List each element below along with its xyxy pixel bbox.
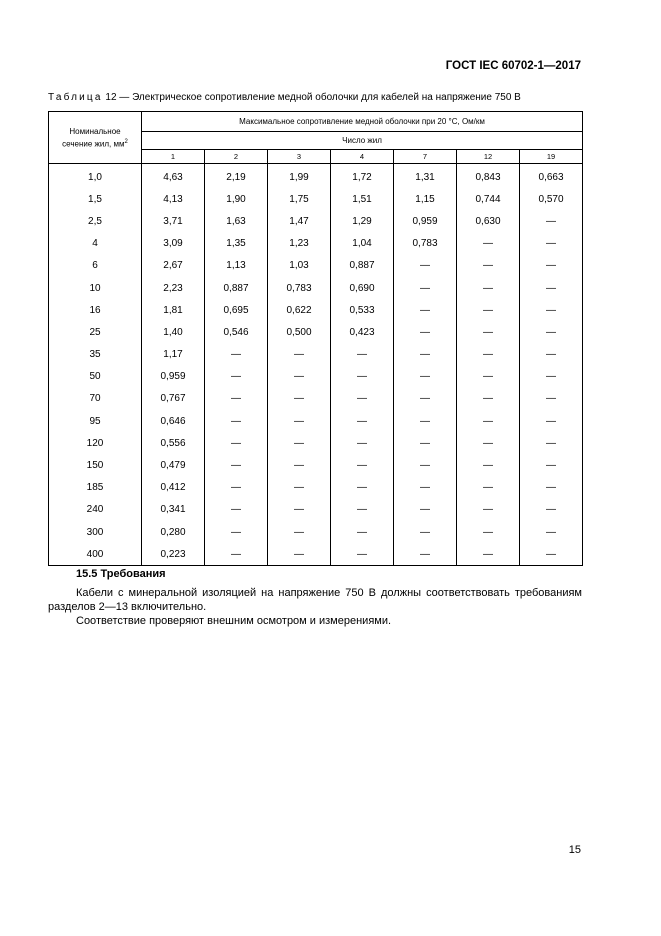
resistance-cell: 1,03 <box>268 255 331 277</box>
resistance-cell: 0,695 <box>205 299 268 321</box>
table-row <box>49 499 583 521</box>
resistance-cell: 0,423 <box>331 321 394 343</box>
cross-section-cell: 150 <box>49 454 142 476</box>
resistance-cell: — <box>331 454 394 476</box>
resistance-cell: — <box>394 321 457 343</box>
resistance-cell: — <box>331 499 394 521</box>
resistance-cell: — <box>457 299 520 321</box>
resistance-cell: — <box>205 410 268 432</box>
table-row <box>49 366 583 388</box>
table-row <box>49 454 583 476</box>
cross-section-cell: 50 <box>49 366 142 388</box>
resistance-cell: — <box>394 388 457 410</box>
table-row <box>49 299 583 321</box>
resistance-cell: — <box>268 432 331 454</box>
resistance-cell: — <box>457 432 520 454</box>
resistance-cell: — <box>520 388 583 410</box>
resistance-cell: 0,744 <box>457 188 520 210</box>
resistance-cell: — <box>394 255 457 277</box>
resistance-cell: 1,15 <box>394 188 457 210</box>
resistance-cell: — <box>394 344 457 366</box>
resistance-cell: — <box>268 366 331 388</box>
table-caption-word: Таблица <box>48 92 103 103</box>
cross-section-cell: 2,5 <box>49 210 142 232</box>
resistance-cell: 1,75 <box>268 188 331 210</box>
resistance-cell: — <box>520 521 583 543</box>
resistance-cell: — <box>520 410 583 432</box>
resistance-cell: — <box>205 454 268 476</box>
resistance-cell: — <box>331 477 394 499</box>
resistance-cell: — <box>457 521 520 543</box>
section-title: 15.5 Требования <box>76 568 166 580</box>
resistance-cell: — <box>520 321 583 343</box>
resistance-cell: 1,31 <box>394 166 457 188</box>
resistance-cell: — <box>457 543 520 566</box>
cross-section-cell: 300 <box>49 521 142 543</box>
resistance-cell: 0,341 <box>142 499 205 521</box>
resistance-cell: — <box>394 477 457 499</box>
resistance-cell: — <box>394 454 457 476</box>
cross-section-cell: 1,5 <box>49 188 142 210</box>
resistance-cell: — <box>268 388 331 410</box>
resistance-cell: — <box>331 432 394 454</box>
resistance-cell: — <box>394 277 457 299</box>
resistance-cell: 0,663 <box>520 166 583 188</box>
resistance-cell: 0,690 <box>331 277 394 299</box>
resistance-cell: 0,887 <box>205 277 268 299</box>
resistance-cell: — <box>520 277 583 299</box>
resistance-cell: — <box>268 521 331 543</box>
cross-section-header-line2: сечение жил, мм <box>62 139 125 149</box>
table-row <box>49 166 583 188</box>
resistance-cell: — <box>331 388 394 410</box>
resistance-cell: — <box>205 521 268 543</box>
cross-section-cell: 25 <box>49 321 142 343</box>
resistance-cell: 1,81 <box>142 299 205 321</box>
resistance-cell: 0,533 <box>331 299 394 321</box>
resistance-cell: 2,67 <box>142 255 205 277</box>
resistance-cell: 1,72 <box>331 166 394 188</box>
resistance-cell: — <box>457 344 520 366</box>
resistance-cell: 1,99 <box>268 166 331 188</box>
cross-section-cell: 4 <box>49 233 142 255</box>
resistance-cell: — <box>331 521 394 543</box>
document-code: ГОСТ IEC 60702-1—2017 <box>445 60 581 72</box>
resistance-cell: — <box>457 321 520 343</box>
resistance-cell: 1,04 <box>331 233 394 255</box>
resistance-cell: 1,13 <box>205 255 268 277</box>
resistance-cell: — <box>205 477 268 499</box>
resistance-cell: 2,19 <box>205 166 268 188</box>
resistance-cell: 0,843 <box>457 166 520 188</box>
resistance-cell: — <box>520 543 583 566</box>
resistance-table <box>48 111 583 566</box>
cores-header-cell: 3 <box>268 150 331 164</box>
resistance-cell: — <box>520 499 583 521</box>
resistance-cell: — <box>394 499 457 521</box>
cross-section-cell: 35 <box>49 344 142 366</box>
cores-header-cell: 12 <box>457 150 520 164</box>
cores-subheader: Число жил <box>142 132 583 150</box>
resistance-cell: — <box>205 388 268 410</box>
resistance-cell: — <box>268 344 331 366</box>
resistance-cell: 4,13 <box>142 188 205 210</box>
group-header: Максимальное сопротивление медной оболочки при 20 °С, Ом/км <box>142 112 583 132</box>
resistance-cell: — <box>205 499 268 521</box>
resistance-cell: 1,35 <box>205 233 268 255</box>
resistance-cell: — <box>457 477 520 499</box>
cores-header-cell: 1 <box>142 150 205 164</box>
cross-section-header-line1: Номинальное <box>69 126 121 136</box>
resistance-cell: — <box>457 410 520 432</box>
resistance-cell: — <box>457 277 520 299</box>
resistance-cell: — <box>394 366 457 388</box>
table-row <box>49 188 583 210</box>
resistance-cell: — <box>520 344 583 366</box>
resistance-cell: 4,63 <box>142 166 205 188</box>
table-row <box>49 477 583 499</box>
cross-section-header-sup: 2 <box>124 138 128 145</box>
cross-section-cell: 120 <box>49 432 142 454</box>
requirements-paragraph: Кабели с минеральной изоляцией на напряжение 750 В должны соответствовать требованиям разделов 2—13 включительно. <box>48 587 582 613</box>
resistance-cell: — <box>205 432 268 454</box>
resistance-cell: 0,783 <box>268 277 331 299</box>
cores-header-cell: 2 <box>205 150 268 164</box>
resistance-cell: — <box>331 366 394 388</box>
table-row <box>49 432 583 454</box>
cross-section-cell: 185 <box>49 477 142 499</box>
resistance-cell: — <box>331 410 394 432</box>
resistance-cell: 1,23 <box>268 233 331 255</box>
resistance-cell: 3,71 <box>142 210 205 232</box>
resistance-cell: — <box>268 477 331 499</box>
resistance-cell: 0,646 <box>142 410 205 432</box>
resistance-cell: 1,47 <box>268 210 331 232</box>
resistance-cell: — <box>457 454 520 476</box>
resistance-cell: 0,556 <box>142 432 205 454</box>
resistance-cell: — <box>394 432 457 454</box>
resistance-cell: 0,223 <box>142 543 205 566</box>
resistance-cell: — <box>457 233 520 255</box>
table-caption <box>48 92 521 103</box>
resistance-cell: — <box>520 255 583 277</box>
resistance-cell: 1,40 <box>142 321 205 343</box>
resistance-cell: — <box>205 366 268 388</box>
resistance-cell: — <box>268 543 331 566</box>
resistance-cell: 1,90 <box>205 188 268 210</box>
resistance-cell: — <box>457 388 520 410</box>
resistance-cell: 0,630 <box>457 210 520 232</box>
resistance-cell: 2,23 <box>142 277 205 299</box>
resistance-cell: 1,29 <box>331 210 394 232</box>
resistance-cell: — <box>457 499 520 521</box>
resistance-cell: — <box>394 299 457 321</box>
resistance-cell: — <box>520 454 583 476</box>
resistance-cell: — <box>520 233 583 255</box>
table-row <box>49 543 583 566</box>
table-row <box>49 344 583 366</box>
cross-section-cell: 70 <box>49 388 142 410</box>
cross-section-cell: 16 <box>49 299 142 321</box>
cores-header-cell: 19 <box>520 150 583 164</box>
cross-section-cell: 1,0 <box>49 166 142 188</box>
cross-section-cell: 10 <box>49 277 142 299</box>
cross-section-cell: 95 <box>49 410 142 432</box>
resistance-cell: — <box>520 432 583 454</box>
resistance-cell: 0,622 <box>268 299 331 321</box>
resistance-cell: 0,412 <box>142 477 205 499</box>
page-number: 15 <box>568 844 581 856</box>
compliance-paragraph: Соответствие проверяют внешним осмотром и измерениями. <box>76 615 392 627</box>
cross-section-cell: 400 <box>49 543 142 566</box>
resistance-cell: — <box>457 366 520 388</box>
table-caption-text: 12 — Электрическое сопротивление медной оболочки для кабелей на напряжение 750 В <box>102 92 521 103</box>
resistance-cell: — <box>520 299 583 321</box>
cross-section-header <box>49 112 142 164</box>
resistance-cell: — <box>331 543 394 566</box>
resistance-cell: 0,959 <box>394 210 457 232</box>
resistance-cell: — <box>268 499 331 521</box>
cross-section-cell: 240 <box>49 499 142 521</box>
resistance-cell: 0,767 <box>142 388 205 410</box>
resistance-cell: 0,479 <box>142 454 205 476</box>
cores-header-cell: 7 <box>394 150 457 164</box>
resistance-cell: — <box>520 210 583 232</box>
resistance-cell: — <box>520 366 583 388</box>
resistance-cell: 3,09 <box>142 233 205 255</box>
resistance-cell: — <box>205 543 268 566</box>
resistance-cell: — <box>394 410 457 432</box>
table-row <box>49 210 583 232</box>
resistance-cell: — <box>268 454 331 476</box>
table-row <box>49 277 583 299</box>
resistance-cell: 0,783 <box>394 233 457 255</box>
resistance-cell: 0,887 <box>331 255 394 277</box>
resistance-cell: 1,17 <box>142 344 205 366</box>
table-row <box>49 321 583 343</box>
resistance-cell: 0,959 <box>142 366 205 388</box>
resistance-cell: — <box>205 344 268 366</box>
resistance-cell: — <box>268 410 331 432</box>
resistance-cell: — <box>331 344 394 366</box>
table-row <box>49 410 583 432</box>
resistance-cell: 1,63 <box>205 210 268 232</box>
resistance-cell: 0,546 <box>205 321 268 343</box>
resistance-cell: — <box>457 255 520 277</box>
resistance-cell: — <box>394 543 457 566</box>
table-row <box>49 388 583 410</box>
table-row <box>49 255 583 277</box>
resistance-cell: 0,500 <box>268 321 331 343</box>
resistance-cell: 1,51 <box>331 188 394 210</box>
resistance-cell: — <box>520 477 583 499</box>
cross-section-cell: 6 <box>49 255 142 277</box>
table-row <box>49 521 583 543</box>
resistance-cell: 0,280 <box>142 521 205 543</box>
cores-header-cell: 4 <box>331 150 394 164</box>
table-row <box>49 233 583 255</box>
resistance-cell: — <box>394 521 457 543</box>
resistance-cell: 0,570 <box>520 188 583 210</box>
